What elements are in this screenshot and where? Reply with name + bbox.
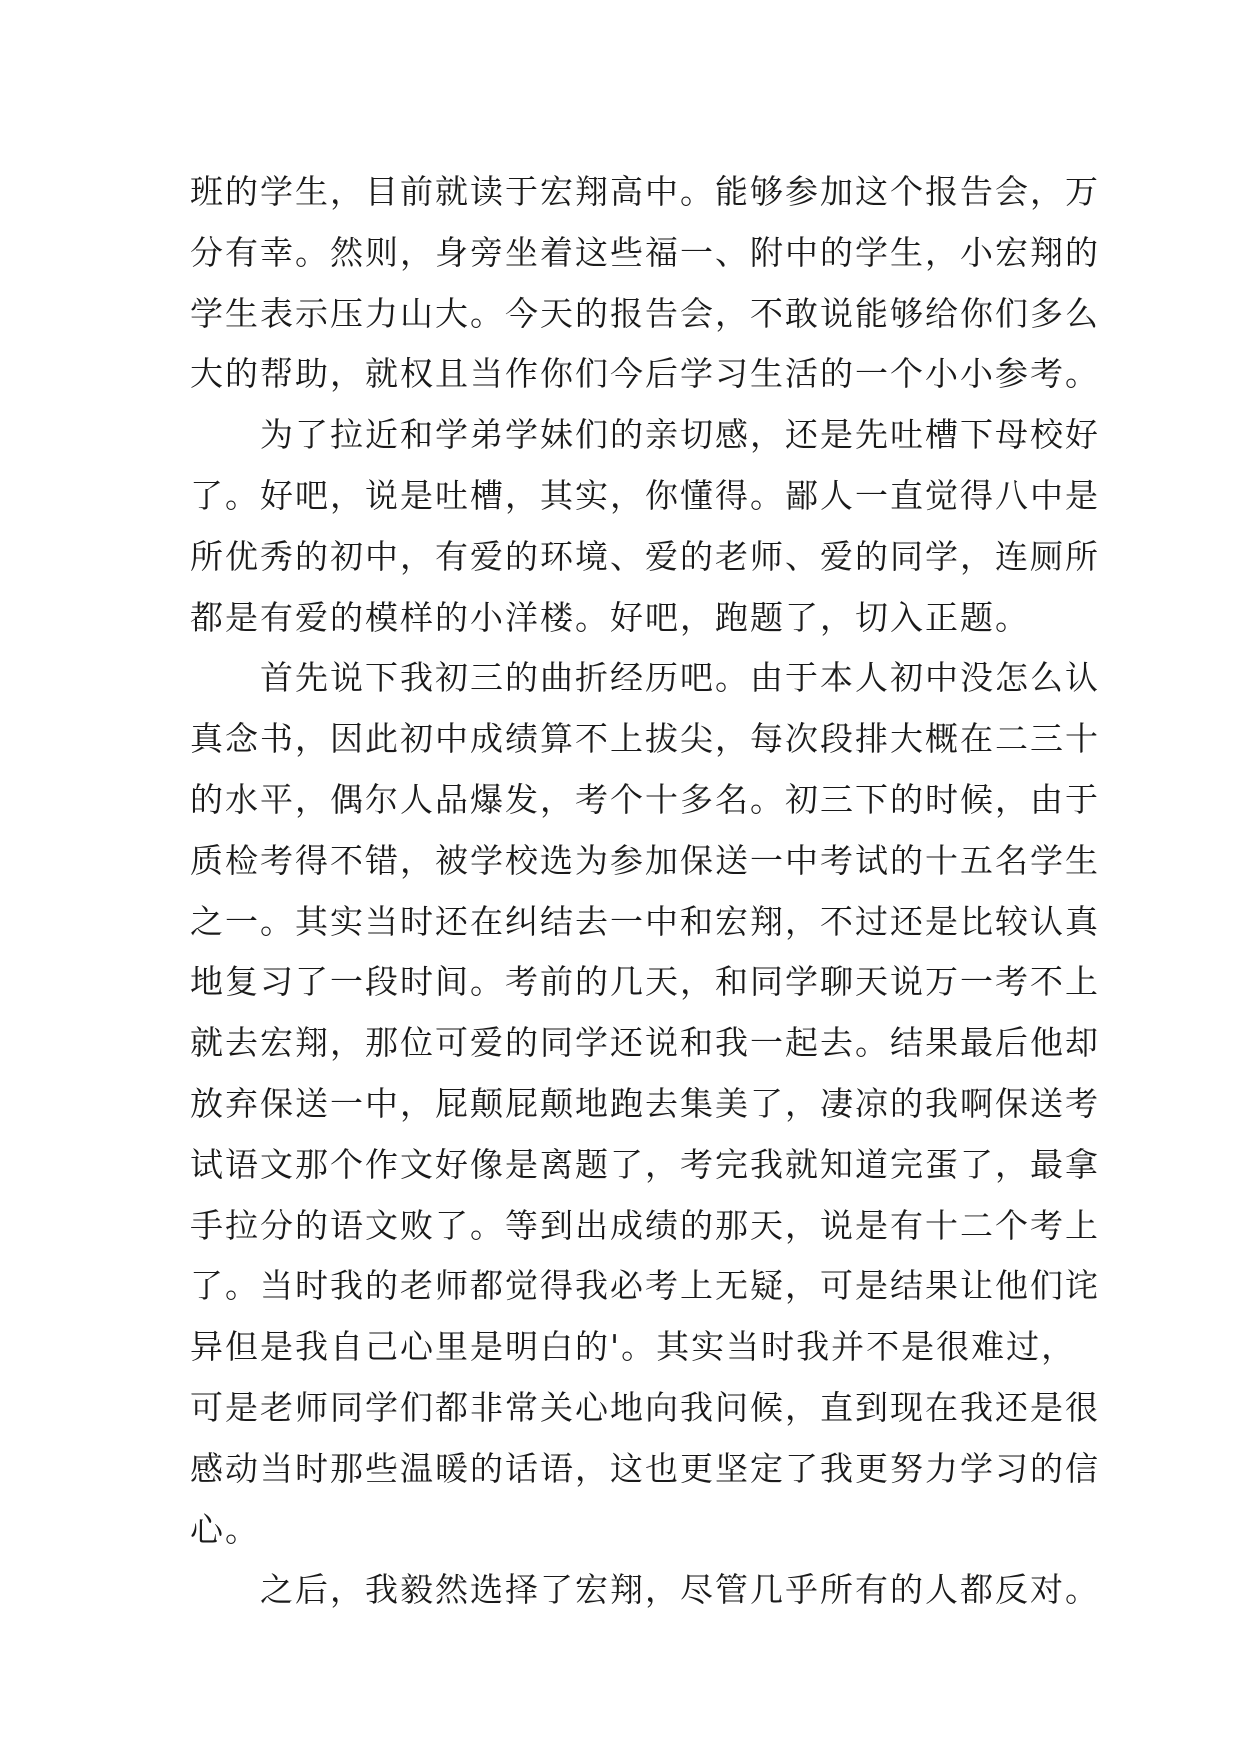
body-text [190,162,1100,1621]
paragraph-first-line: 之后，我毅然选择了宏翔，尽管几乎所有的人都反对。 [260,1570,1100,1610]
text-line: 大的帮助，就权且当作你们今后学习生活的一个小小参考。 [190,354,1100,394]
paragraph-first-line: 首先说下我初三的曲折经历吧。由于本人初中没怎么认 [260,658,1100,698]
text-line: 了。当时我的老师都觉得我必考上无疑，可是结果让他们诧 [190,1266,1100,1306]
text-line: 都是有爱的模样的小洋楼。好吧，跑题了，切入正题。 [190,597,1030,637]
text-line: 了。好吧，说是吐槽，其实，你懂得。鄙人一直觉得八中是 [190,475,1100,515]
text-line: 异但是我自己心里是明白的'。其实当时我并不是很难过， [190,1327,1077,1367]
text-line: 地复习了一段时间。考前的几天，和同学聊天说万一考不上 [190,962,1100,1002]
text-line: 学生表示压力山大。今天的报告会，不敢说能够给你们多么 [190,293,1100,333]
text-line: 放弃保送一中，屁颠屁颠地跑去集美了，凄凉的我啊保送考 [190,1083,1100,1123]
text-line: 就去宏翔，那位可爱的同学还说和我一起去。结果最后他却 [190,1023,1100,1063]
text-line: 心。 [190,1509,260,1549]
text-line: 班的学生，目前就读于宏翔高中。能够参加这个报告会，万 [190,172,1100,211]
text-line: 之一。其实当时还在纠结去一中和宏翔，不过还是比较认真 [190,901,1100,941]
text-line: 所优秀的初中，有爱的环境、爱的老师、爱的同学，连厕所 [190,536,1100,576]
text-line: 质检考得不错，被学校选为参加保送一中考试的十五名学生 [190,840,1100,880]
paragraph-first-line: 为了拉近和学弟学妹们的亲切感，还是先吐槽下母校好 [260,415,1100,455]
text-line: 的水平，偶尔人品爆发，考个十多名。初三下的时候，由于 [190,779,1100,819]
text-line: 真念书，因此初中成绩算不上拔尖，每次段排大概在二三十 [190,719,1100,759]
text-line: 分有幸。然则，身旁坐着这些福一、附中的学生，小宏翔的 [190,232,1100,272]
text-line: 试语文那个作文好像是离题了，考完我就知道完蛋了，最拿 [190,1144,1100,1184]
text-line: 手拉分的语文败了。等到出成绩的那天，说是有十二个考上 [190,1205,1100,1245]
text-line: 可是老师同学们都非常关心地向我问候，直到现在我还是很 [190,1387,1100,1427]
text-line: 感动当时那些温暖的话语，这也更坚定了我更努力学习的信 [190,1448,1100,1488]
